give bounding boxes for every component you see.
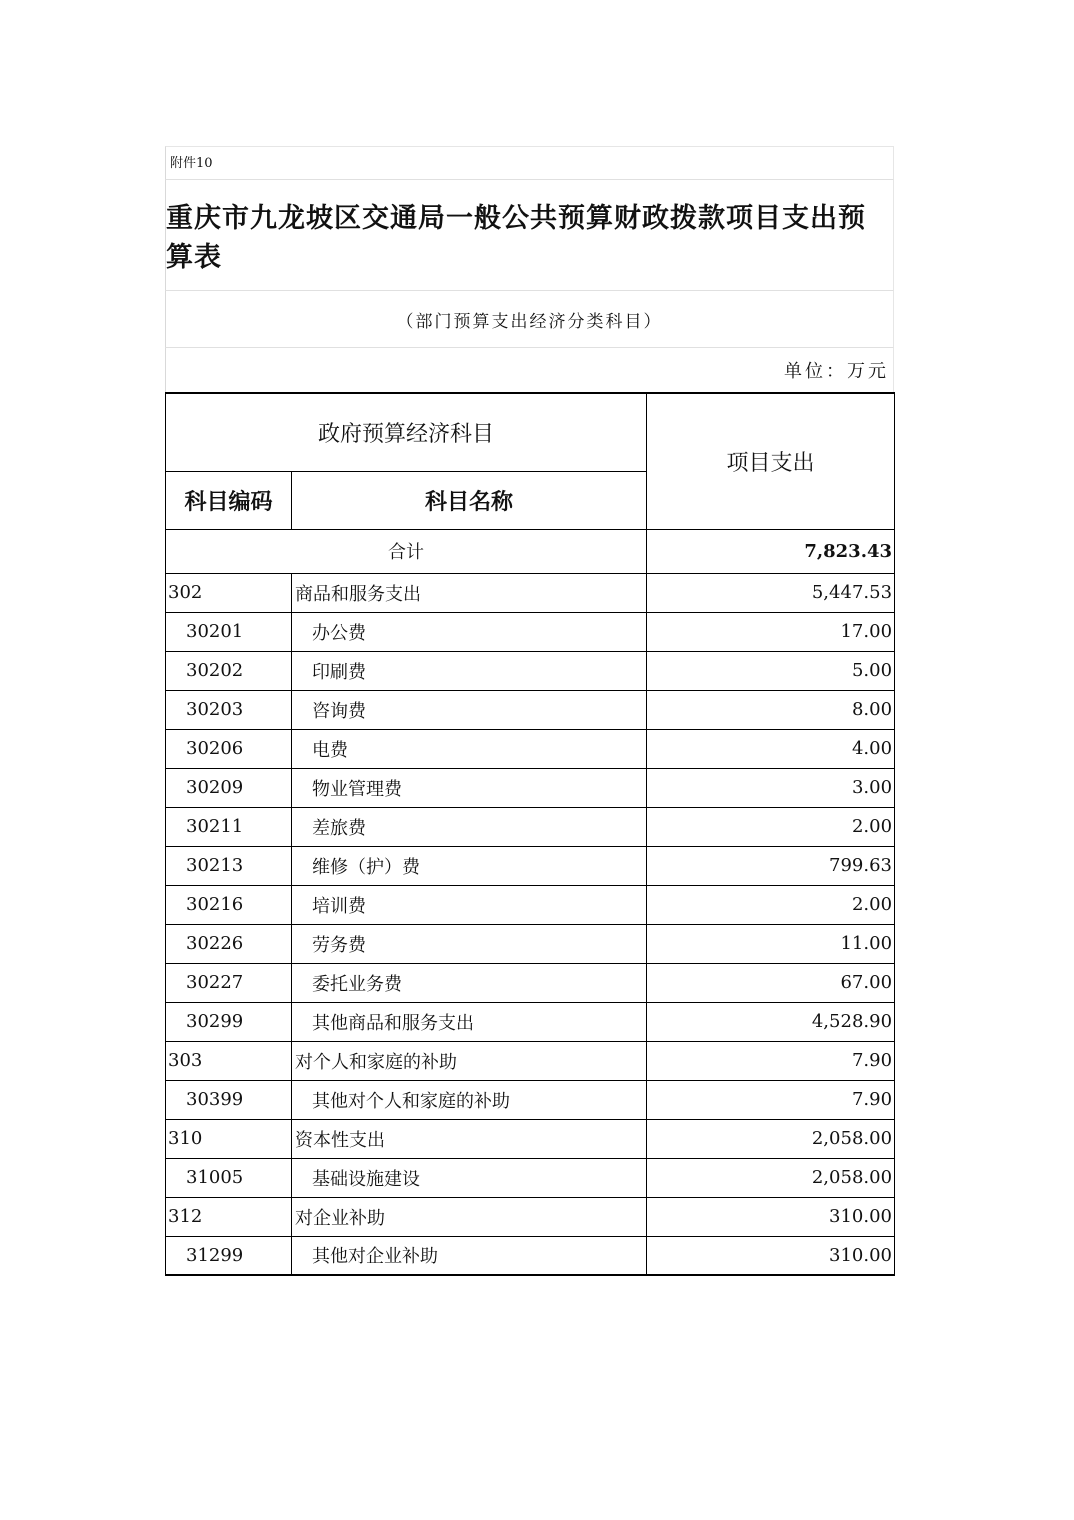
table-row [166, 807, 895, 846]
table-row [166, 885, 895, 924]
header-project-expenditure: 项目支出 [647, 393, 895, 529]
subject-code-cell: 30206 [166, 729, 292, 768]
subject-name-cell: 电费 [292, 729, 647, 768]
subject-name-cell: 其他对个人和家庭的补助 [292, 1080, 647, 1119]
table-row [166, 924, 895, 963]
subject-name-cell: 咨询费 [292, 690, 647, 729]
subject-name-cell: 培训费 [292, 885, 647, 924]
subject-name-cell: 资本性支出 [292, 1119, 647, 1158]
project-expenditure-cell: 67.00 [647, 963, 895, 1002]
table-row [166, 1002, 895, 1041]
subject-name-cell: 其他对企业补助 [292, 1236, 647, 1275]
table-row [166, 768, 895, 807]
project-expenditure-cell: 310.00 [647, 1197, 895, 1236]
table-row [166, 963, 895, 1002]
header-economic-subject: 政府预算经济科目 [166, 393, 647, 471]
header-subject-name: 科目名称 [292, 471, 647, 529]
subject-name-cell: 维修（护）费 [292, 846, 647, 885]
project-expenditure-cell: 11.00 [647, 924, 895, 963]
subject-name-cell: 差旅费 [292, 807, 647, 846]
table-row [166, 1197, 895, 1236]
budget-sheet [165, 146, 894, 1276]
subject-code-cell: 312 [166, 1197, 292, 1236]
project-expenditure-cell: 7.90 [647, 1080, 895, 1119]
total-row [166, 529, 895, 573]
total-label: 合计 [166, 529, 647, 573]
project-expenditure-cell: 2,058.00 [647, 1158, 895, 1197]
project-expenditure-cell: 799.63 [647, 846, 895, 885]
subject-code-cell: 30203 [166, 690, 292, 729]
subject-code-cell: 30202 [166, 651, 292, 690]
subject-code-cell: 30201 [166, 612, 292, 651]
table-row [166, 846, 895, 885]
subject-name-cell: 物业管理费 [292, 768, 647, 807]
subject-code-cell: 31299 [166, 1236, 292, 1275]
project-expenditure-cell: 7.90 [647, 1041, 895, 1080]
subject-code-cell: 30213 [166, 846, 292, 885]
table-row [166, 1158, 895, 1197]
table-row [166, 729, 895, 768]
budget-table [165, 392, 895, 1276]
subject-name-cell: 办公费 [292, 612, 647, 651]
subject-name-cell: 基础设施建设 [292, 1158, 647, 1197]
page-title: 重庆市九龙坡区交通局一般公共预算财政拨款项目支出预算表 [165, 180, 894, 291]
subject-name-cell: 对企业补助 [292, 1197, 647, 1236]
unit-label: 单位：万元 [165, 348, 894, 392]
annex-label: 附件10 [165, 146, 894, 180]
subject-code-cell: 31005 [166, 1158, 292, 1197]
subject-name-cell: 对个人和家庭的补助 [292, 1041, 647, 1080]
subject-code-cell: 30299 [166, 1002, 292, 1041]
table-row [166, 690, 895, 729]
project-expenditure-cell: 17.00 [647, 612, 895, 651]
subject-name-cell: 劳务费 [292, 924, 647, 963]
table-row [166, 573, 895, 612]
subject-name-cell: 委托业务费 [292, 963, 647, 1002]
table-row [166, 1236, 895, 1275]
table-row [166, 612, 895, 651]
project-expenditure-cell: 2.00 [647, 807, 895, 846]
project-expenditure-cell: 5.00 [647, 651, 895, 690]
subject-code-cell: 30399 [166, 1080, 292, 1119]
subject-code-cell: 302 [166, 573, 292, 612]
subject-code-cell: 30226 [166, 924, 292, 963]
project-expenditure-cell: 2.00 [647, 885, 895, 924]
table-row [166, 1119, 895, 1158]
project-expenditure-cell: 2,058.00 [647, 1119, 895, 1158]
subject-code-cell: 303 [166, 1041, 292, 1080]
project-expenditure-cell: 5,447.53 [647, 573, 895, 612]
subject-name-cell: 其他商品和服务支出 [292, 1002, 647, 1041]
subject-code-cell: 30227 [166, 963, 292, 1002]
project-expenditure-cell: 8.00 [647, 690, 895, 729]
table-row [166, 1080, 895, 1119]
table-row [166, 1041, 895, 1080]
page-subtitle: （部门预算支出经济分类科目） [165, 291, 894, 348]
subject-name-cell: 商品和服务支出 [292, 573, 647, 612]
project-expenditure-cell: 4.00 [647, 729, 895, 768]
project-expenditure-cell: 4,528.90 [647, 1002, 895, 1041]
project-expenditure-cell: 3.00 [647, 768, 895, 807]
subject-code-cell: 30211 [166, 807, 292, 846]
subject-code-cell: 30209 [166, 768, 292, 807]
subject-code-cell: 30216 [166, 885, 292, 924]
header-subject-code: 科目编码 [166, 471, 292, 529]
subject-name-cell: 印刷费 [292, 651, 647, 690]
project-expenditure-cell: 310.00 [647, 1236, 895, 1275]
subject-code-cell: 310 [166, 1119, 292, 1158]
table-row [166, 651, 895, 690]
total-value: 7,823.43 [647, 529, 895, 573]
